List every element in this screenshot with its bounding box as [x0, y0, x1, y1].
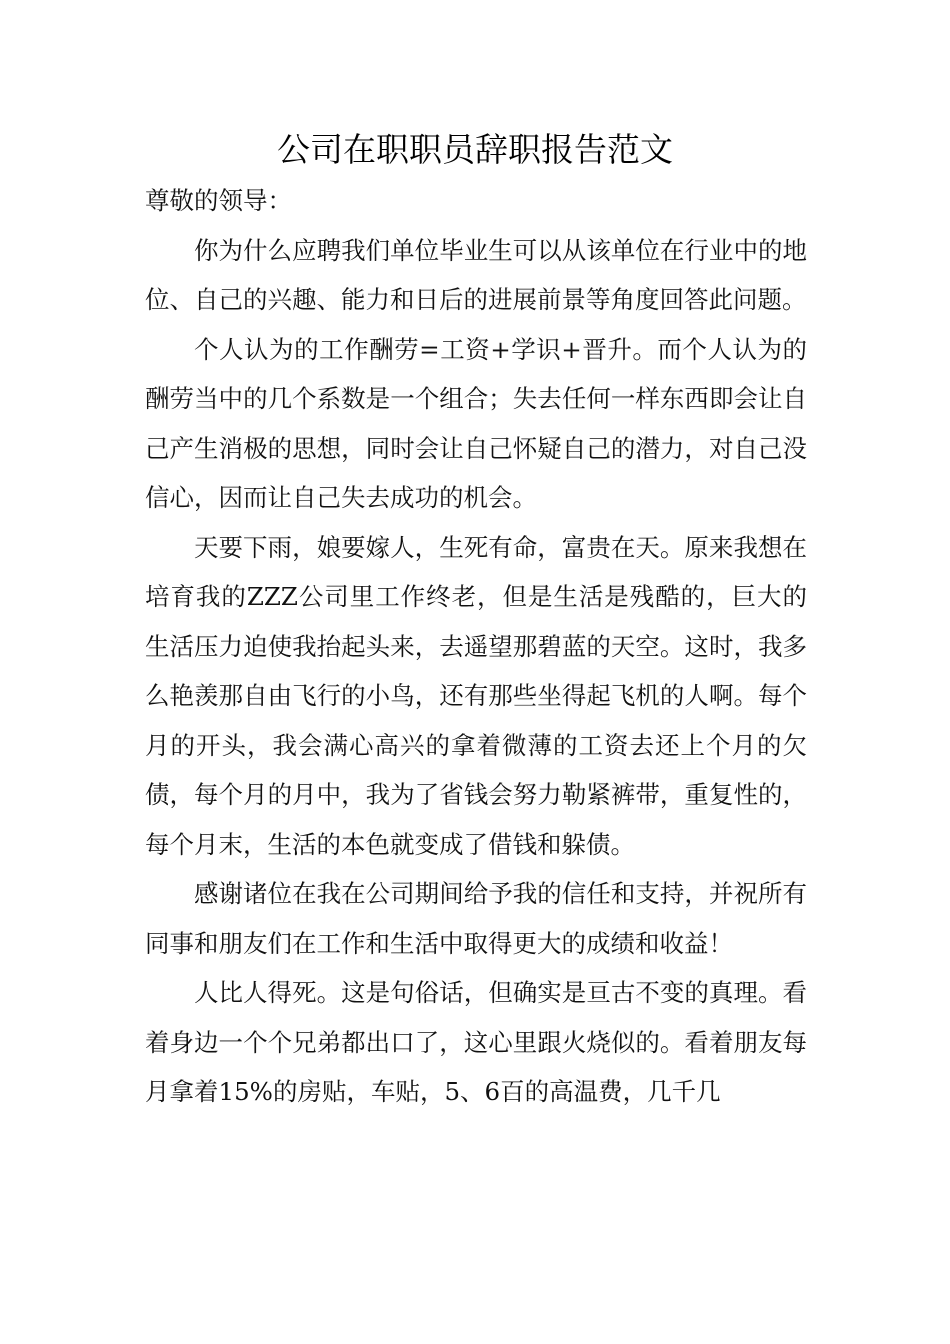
paragraph: 人比人得死。这是句俗话，但确实是亘古不变的真理。看着身边一个个兄弟都出口了，这心里跟火烧似的。看着朋友每月拿着15%的房贴，车贴，5、6百的高温费，几千几: [145, 978, 807, 1106]
document-body: [145, 176, 807, 1117]
paragraph: 你为什么应聘我们单位毕业生可以从该单位在行业中的地位、自己的兴趣、能力和日后的进展前景等角度回答此问题。: [145, 235, 807, 314]
document-title: 公司在职职员辞职报告范文: [277, 130, 673, 169]
paragraph: 感谢诸位在我在公司期间给予我的信任和支持，并祝所有同事和朋友们在工作和生活中取得更大的成绩和收益！: [145, 879, 807, 958]
paragraph: 天要下雨，娘要嫁人，生死有命，富贵在天。原来我想在培育我的ZZZ公司里工作终老，但是生活是残酷的，巨大的生活压力迫使我抬起头来，去遥望那碧蓝的天空。这时，我多么艳羡那自由飞行的小鸟，还有那些坐得起飞机的人啊。每个月的开头，我会满心高兴的拿着微薄的工资去还上个月的欠债，每个月的月中，我为了省钱会努力勒紧裤带，重复性的，每个月末，生活的本色就变成了借钱和躲债。: [145, 532, 807, 859]
salutation: 尊敬的领导：: [145, 186, 292, 215]
paragraph: 个人认为的工作酬劳=工资+学识+晋升。而个人认为的酬劳当中的几个系数是一个组合；失去任何一样东西即会让自己产生消极的思想，同时会让自己怀疑自己的潜力，对自己没信心，因而让自己失去成功的机会。: [145, 334, 807, 512]
